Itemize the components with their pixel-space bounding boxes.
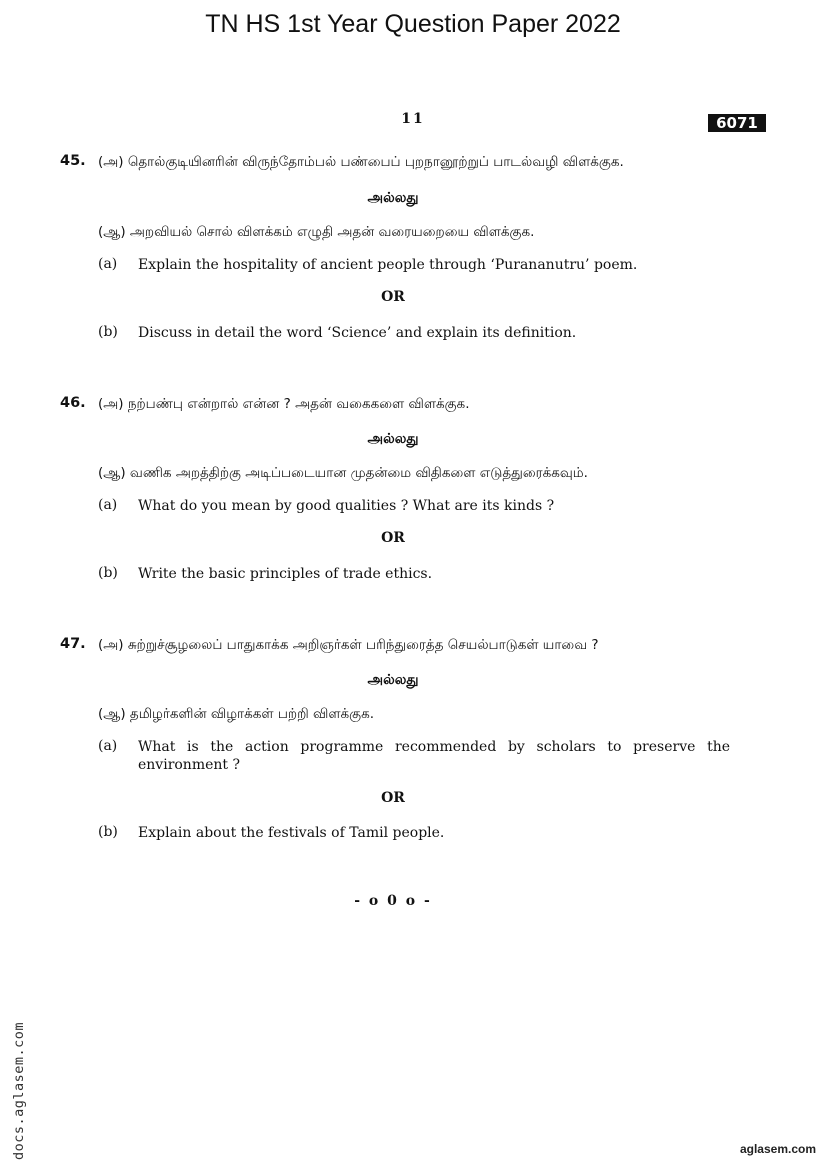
question-number: 45. xyxy=(60,153,86,169)
english-option-a-label: (a) xyxy=(98,497,118,513)
english-option-b: Discuss in detail the word ‘Science’ and explain its definition. xyxy=(138,325,577,341)
tamil-or-label: அல்லது xyxy=(367,672,419,688)
question-number: 46. xyxy=(60,395,86,411)
end-of-paper-marker: - o 0 o - xyxy=(354,893,432,909)
english-option-b-label: (b) xyxy=(98,565,118,581)
english-option-a: What is the action programme recommended by scholars to preserve the environment ? xyxy=(138,739,730,773)
footer-link[interactable]: aglasem.com xyxy=(739,1142,816,1156)
tamil-option-b: (ஆ) அறவியல் சொல் விளக்கம் எழுதி அதன் வரையறையை விளக்குக. xyxy=(98,224,535,240)
tamil-option-b: (ஆ) தமிழர்களின் விழாக்கள் பற்றி விளக்குக. xyxy=(98,706,375,722)
english-option-a: Explain the hospitality of ancient people through ‘Purananutru’ poem. xyxy=(138,257,638,273)
english-option-b: Write the basic principles of trade ethics. xyxy=(138,566,433,582)
tamil-option-a: (அ) தொல்குடியினரின் விருந்தோம்பல் பண்பைப் புறநானூற்றுப் பாடல்வழி விளக்குக. xyxy=(98,154,624,170)
english-option-a-label: (a) xyxy=(98,256,118,272)
question-number: 47. xyxy=(60,636,86,652)
english-option-b: Explain about the festivals of Tamil people. xyxy=(138,825,445,841)
english-option-a-label: (a) xyxy=(98,738,118,754)
or-label: OR xyxy=(381,289,405,305)
english-option-b-label: (b) xyxy=(98,824,118,840)
document-title: TN HS 1st Year Question Paper 2022 xyxy=(205,10,621,38)
english-option-a: What do you mean by good qualities ? What are its kinds ? xyxy=(138,498,555,514)
tamil-option-a: (அ) நற்பண்பு என்றால் என்ன ? அதன் வகைகளை விளக்குக. xyxy=(98,396,470,412)
or-label: OR xyxy=(381,530,405,546)
tamil-option-b: (ஆ) வணிக அறத்திற்கு அடிப்படையான முதன்மை விதிகளை எடுத்துரைக்கவும். xyxy=(98,465,588,481)
watermark-text: docs.aglasem.com xyxy=(11,1021,27,1160)
page-number: 11 xyxy=(401,111,425,127)
tamil-option-a: (அ) சுற்றுச்சூழலைப் பாதுகாக்க அறிஞர்கள் பரிந்துரைத்த செயல்பாடுகள் யாவை ? xyxy=(98,637,599,653)
or-label: OR xyxy=(381,790,405,806)
english-option-b-label: (b) xyxy=(98,324,118,340)
paper-code-badge: 6071 xyxy=(708,114,766,132)
tamil-or-label: அல்லது xyxy=(367,431,419,447)
tamil-or-label: அல்லது xyxy=(367,190,419,206)
